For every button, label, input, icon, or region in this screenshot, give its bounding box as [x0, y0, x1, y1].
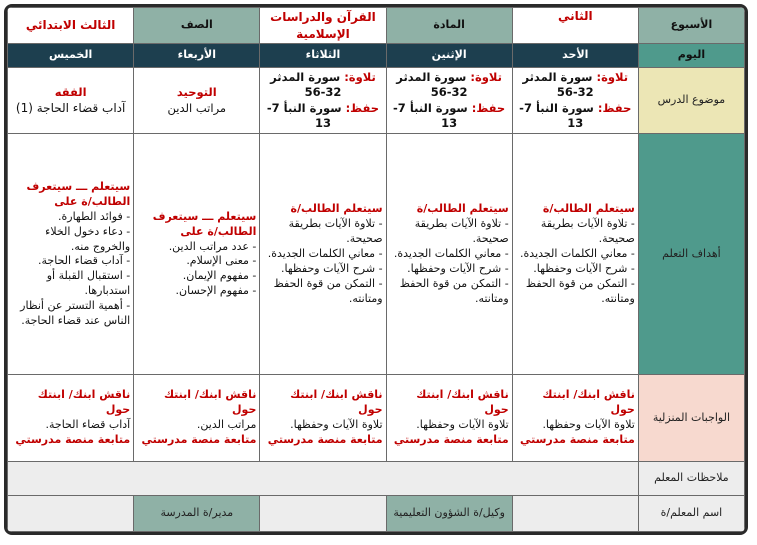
objectives-tuesday: [260, 134, 386, 375]
objective-item: - شرح الآيات وحفظها.: [533, 261, 635, 275]
day-monday: الإثنين: [386, 44, 512, 68]
objective-item: - تلاوة الآيات بطريقة صحيحة.: [414, 217, 509, 246]
day-sunday: الأحد: [512, 44, 638, 68]
lesson-topic-thursday: [8, 68, 134, 134]
homework-line: تلاوة الآيات وحفظها.: [542, 418, 635, 432]
objective-item: - معاني الكلمات الجديدة.: [520, 246, 635, 260]
objectives-monday: [386, 134, 512, 375]
homework-line: ناقش ابنك/ ابنتك حول: [37, 388, 131, 417]
objective-item: - آداب قضاء الحاجة.: [38, 254, 131, 268]
memorization-value: سورة النبأ 7-13: [393, 100, 468, 131]
recitation-value: سورة المدثر 32-56: [396, 69, 468, 100]
homework-line: متابعة منصة مدرستي: [520, 432, 635, 446]
day-wednesday: الأربعاء: [134, 44, 260, 68]
homework-line: متابعة منصة مدرستي: [267, 432, 383, 446]
objectives-subheading: الطالب/ة على: [180, 224, 257, 238]
objectives-label: أهداف التعلم: [638, 134, 744, 375]
grade-value: الثالث الابتدائي: [8, 8, 134, 44]
homework-line: تلاوة الآيات وحفظها.: [416, 418, 509, 432]
grade-label: الصف: [134, 8, 260, 44]
teacher-notes-label: ملاحظات المعلم: [638, 461, 744, 495]
teacher-notes-field[interactable]: [8, 461, 639, 495]
tawheed-title: التوحيد: [176, 85, 217, 100]
memorization-key: حفظ:: [471, 100, 506, 115]
objective-item: - التمكن من قوة الحفظ ومتانته.: [525, 276, 635, 305]
homework-line: متابعة منصة مدرستي: [141, 432, 257, 446]
objective-item: - شرح الآيات وحفظها.: [280, 261, 383, 275]
homework-line: ناقش ابنك/ ابنتك حول: [416, 388, 509, 417]
lesson-topic-label: موضوع الدرس: [638, 68, 744, 134]
homework-monday: [386, 375, 512, 461]
objectives-heading: سيتعلم الطالب/ة: [416, 202, 509, 216]
recitation-value: سورة المدثر 32-56: [270, 69, 342, 100]
objectives-subheading: الطالب/ة على: [54, 195, 131, 209]
recitation-value: سورة المدثر 32-56: [522, 69, 594, 100]
memorization-value: سورة النبأ 7-13: [266, 100, 342, 131]
objective-item: - معاني الكلمات الجديدة.: [393, 246, 509, 260]
objective-item: - شرح الآيات وحفظها.: [407, 261, 509, 275]
homework-sunday: [512, 375, 638, 461]
objective-item: - التمكن من قوة الحفظ ومتانته.: [399, 276, 509, 305]
objective-item: - تلاوة الآيات بطريقة صحيحة.: [288, 217, 383, 246]
lesson-topic-sunday: [512, 68, 638, 134]
memorization-value: سورة النبأ 7-13: [519, 100, 594, 131]
homework-line: تلاوة الآيات وحفظها.: [290, 418, 383, 432]
lesson-topic-wednesday: [134, 68, 260, 134]
objective-item: - معنى الإسلام.: [186, 254, 257, 268]
homework-line: ناقش ابنك/ ابنتك حول: [163, 388, 257, 417]
objective-item: - معاني الكلمات الجديدة.: [267, 246, 383, 260]
teacher-name-label: اسم المعلم/ة: [638, 495, 744, 531]
objectives-heading: سيتعلم الطالب/ة: [290, 202, 383, 216]
fiqh-topic: آداب قضاء الحاجة (1): [15, 101, 126, 116]
tawheed-topic: مراتب الدين: [167, 100, 227, 115]
vice-principal-field[interactable]: [260, 495, 386, 531]
homework-wednesday: [134, 375, 260, 461]
subject-label: المادة: [386, 8, 512, 44]
homework-line: مراتب الدين.: [196, 418, 257, 432]
day-tuesday: الثلاثاء: [260, 44, 386, 68]
homework-line: آداب قضاء الحاجة.: [45, 418, 131, 432]
fiqh-title: الفقه: [54, 84, 87, 99]
objectives-heading: سيتعلم ـــ سيتعرف: [26, 180, 131, 194]
homework-label: الواجبات المنزلية: [638, 375, 744, 461]
lesson-topic-monday: [386, 68, 512, 134]
recitation-key: تلاوة:: [344, 69, 376, 84]
day-thursday: الخميس: [8, 44, 134, 68]
week-value: الثاني: [512, 8, 638, 44]
recitation-key: تلاوة:: [470, 69, 502, 84]
objective-item: - دعاء دخول الخلاء والخروج منه.: [45, 224, 131, 253]
homework-thursday: [8, 375, 134, 461]
homework-line: ناقش ابنك/ ابنتك حول: [290, 388, 383, 417]
principal-label: مدير/ة المدرسة: [134, 495, 260, 531]
objective-item: - عدد مراتب الدين.: [168, 239, 257, 253]
objectives-heading: سيتعلم الطالب/ة: [542, 202, 635, 216]
lesson-topic-tuesday: [260, 68, 386, 134]
vice-principal-label: وكيل/ة الشؤون التعليمية: [386, 495, 512, 531]
teacher-name-field[interactable]: [512, 495, 638, 531]
objective-item: - فوائد الطهارة.: [58, 209, 131, 223]
objectives-sunday: [512, 134, 638, 375]
objectives-heading: سيتعلم ـــ سيتعرف: [152, 209, 257, 223]
objectives-wednesday: [134, 134, 260, 375]
subject-value: القرآن والدراسات الإسلامية: [260, 8, 386, 44]
homework-line: ناقش ابنك/ ابنتك حول: [542, 388, 635, 417]
homework-tuesday: [260, 375, 386, 461]
objective-item: - مفهوم الإيمان.: [182, 269, 257, 283]
homework-line: متابعة منصة مدرستي: [393, 432, 509, 446]
lesson-plan-table: [4, 4, 748, 535]
principal-field[interactable]: [8, 495, 134, 531]
memorization-key: حفظ:: [597, 100, 632, 115]
objective-item: - أهمية التستر عن أنظار الناس عند قضاء الحاجة.: [20, 298, 131, 327]
objective-item: - التمكن من قوة الحفظ ومتانته.: [273, 276, 383, 305]
objective-item: - تلاوة الآيات بطريقة صحيحة.: [540, 217, 635, 246]
objective-item: - استقبال القبلة أو استدبارها.: [46, 269, 131, 298]
day-row-label: اليوم: [638, 44, 744, 68]
homework-line: متابعة منصة مدرستي: [15, 432, 131, 446]
memorization-key: حفظ:: [345, 100, 380, 115]
objectives-thursday: [8, 134, 134, 375]
objective-item: - مفهوم الإحسان.: [175, 284, 257, 298]
recitation-key: تلاوة:: [596, 69, 629, 84]
week-label: الأسبوع: [638, 8, 744, 44]
